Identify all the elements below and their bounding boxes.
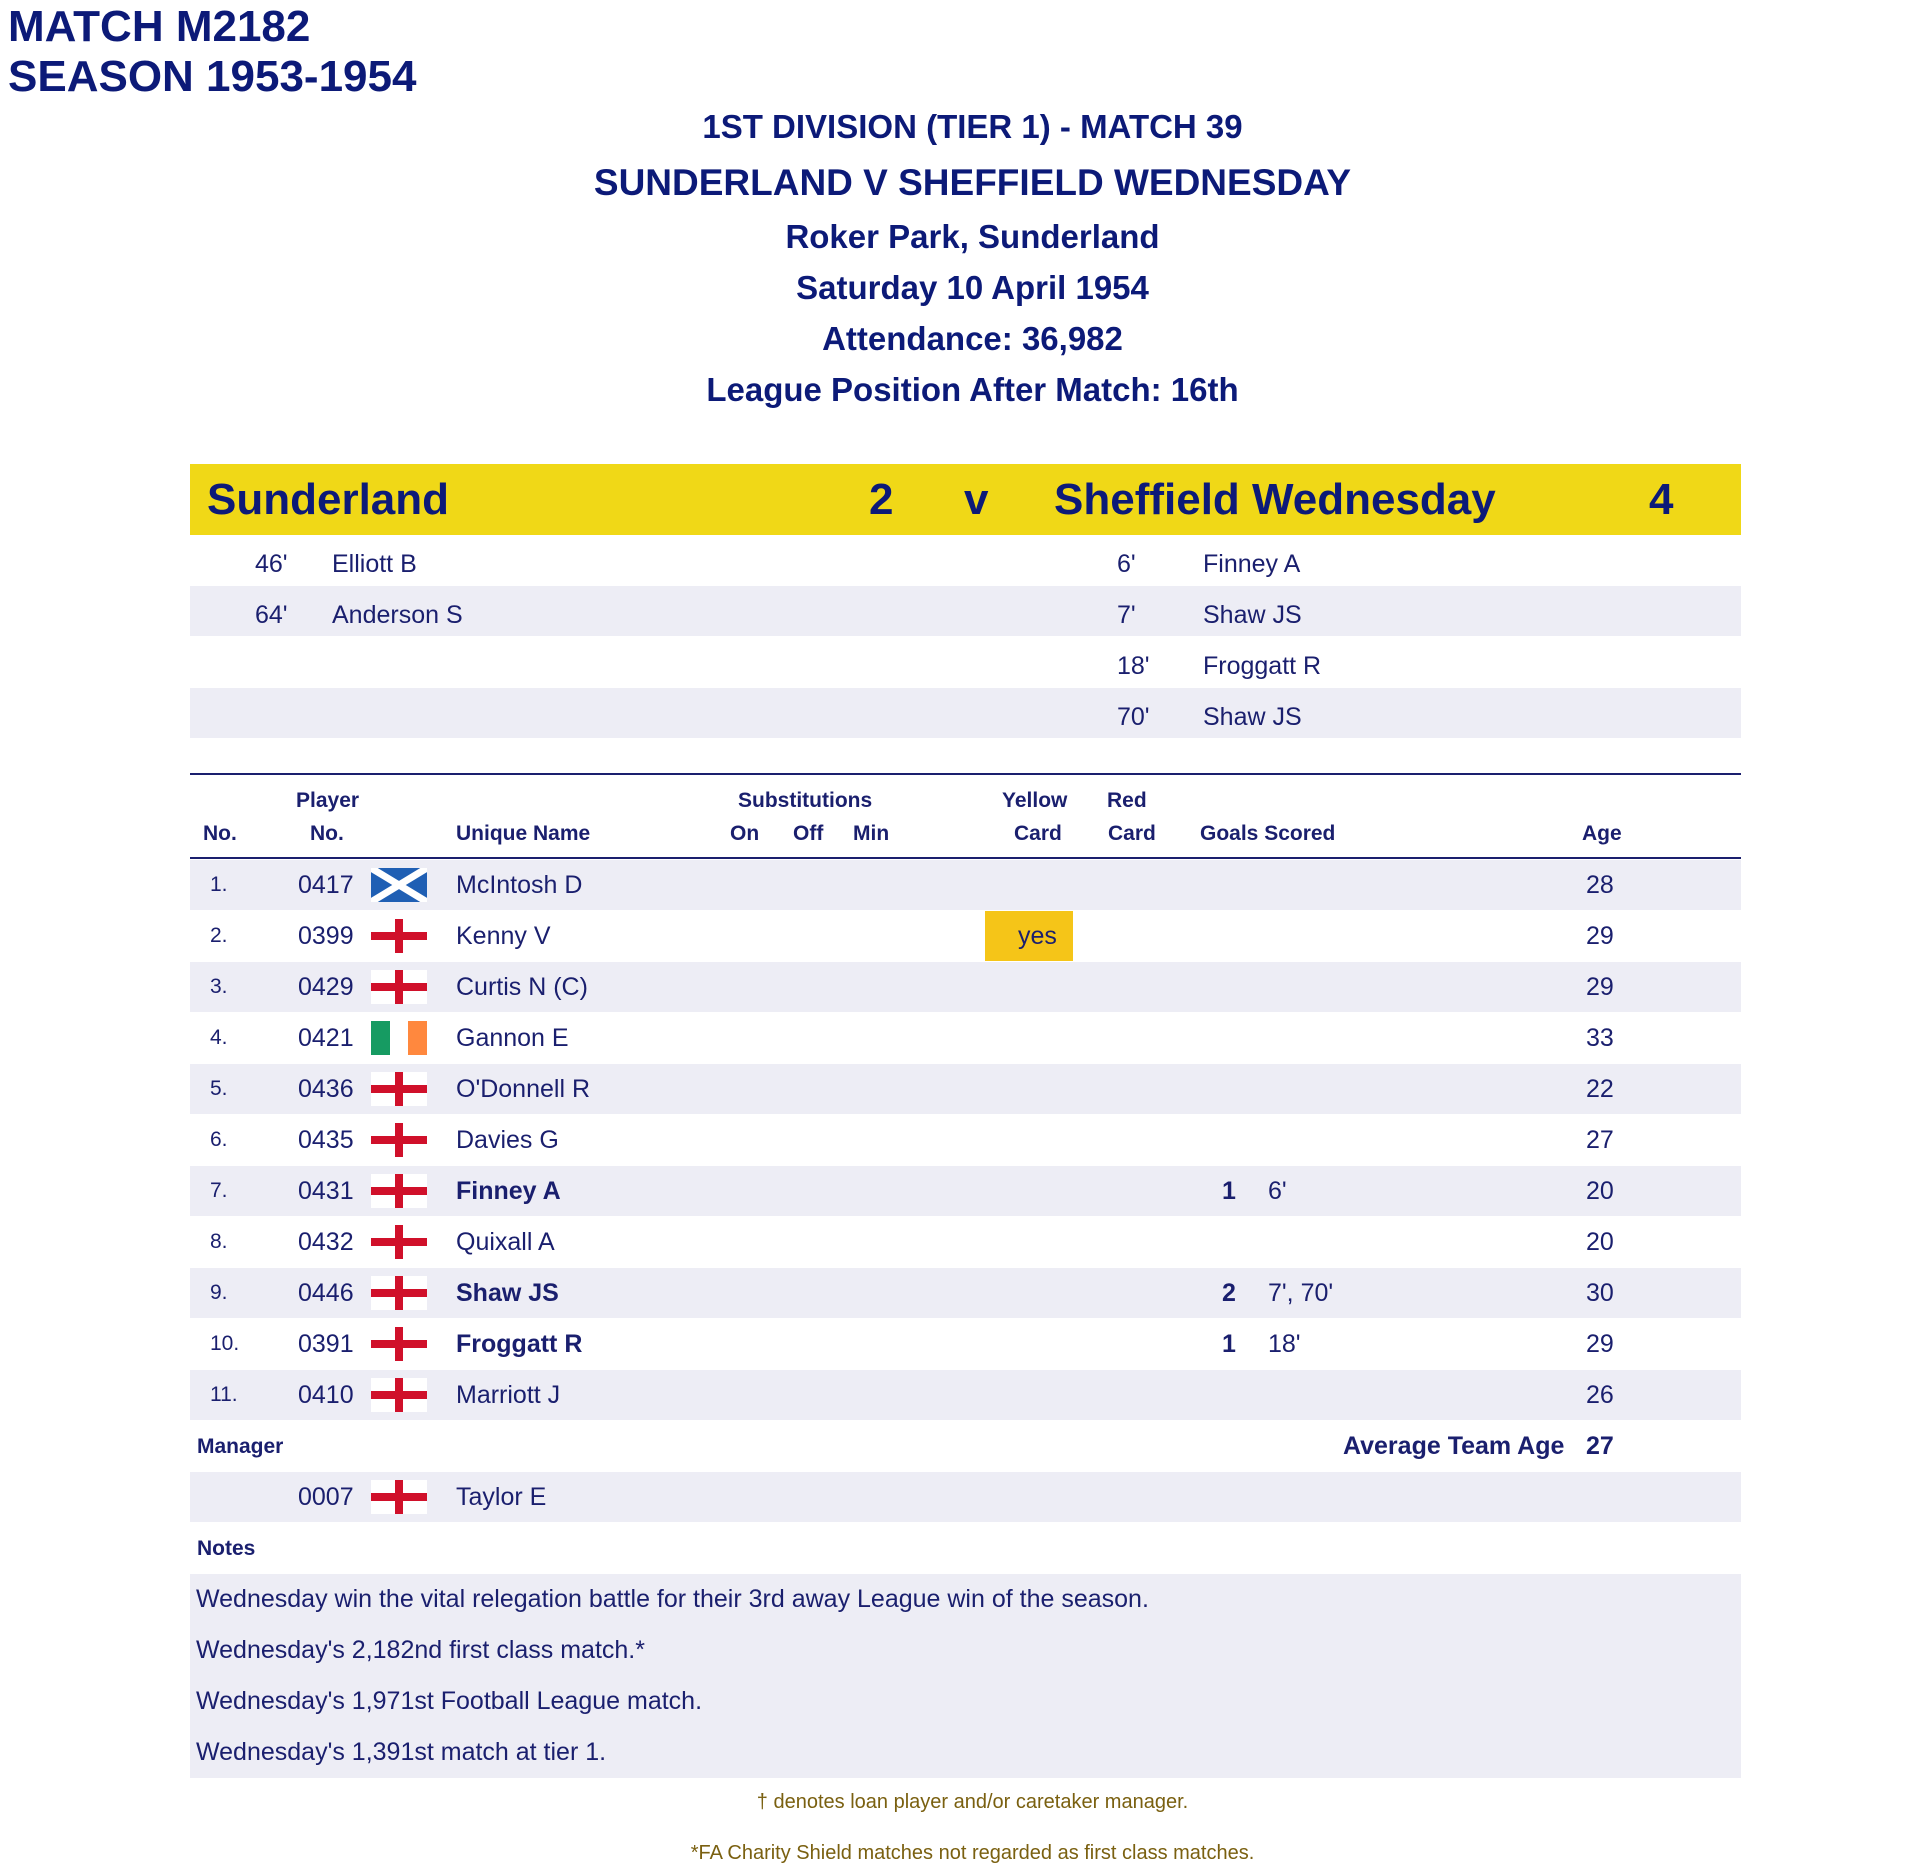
england-flag-icon [371, 1174, 427, 1208]
goals-count: 1 [1222, 1177, 1236, 1205]
player-age: 27 [1586, 1126, 1614, 1154]
player-age: 20 [1586, 1177, 1614, 1205]
versus: v [964, 475, 989, 524]
league-position: League Position After Match: 16th [706, 371, 1239, 408]
note-line: Wednesday's 1,971st Football League match. [196, 1687, 703, 1715]
header-on: On [730, 822, 760, 845]
player-age: 29 [1586, 1330, 1614, 1358]
player-name: Finney A [456, 1177, 561, 1205]
player-number: 0410 [298, 1381, 354, 1409]
england-flag-icon [371, 970, 427, 1004]
england-flag-icon [371, 1327, 427, 1361]
average-age-value: 27 [1586, 1432, 1614, 1460]
table-header-rule [190, 857, 1741, 859]
venue: Roker Park, Sunderland [785, 218, 1160, 255]
player-age: 30 [1586, 1279, 1614, 1307]
away-team: Sheffield Wednesday [1054, 475, 1496, 524]
row-number: 7. [210, 1179, 228, 1202]
away-goal-minute: 70' [1117, 703, 1150, 731]
row-number: 5. [210, 1077, 228, 1100]
away-goal-scorer: Froggatt R [1203, 652, 1322, 680]
row-number: 6. [210, 1128, 228, 1151]
player-age: 28 [1586, 871, 1614, 899]
player-age: 29 [1586, 973, 1614, 1001]
player-name: McIntosh D [456, 871, 583, 899]
away-goal-scorer: Shaw JS [1203, 703, 1302, 731]
player-number: 0446 [298, 1279, 354, 1307]
home-goal-minute: 46' [255, 550, 288, 578]
player-number: 0432 [298, 1228, 354, 1256]
note-line: Wednesday's 2,182nd first class match.* [196, 1636, 645, 1664]
player-age: 20 [1586, 1228, 1614, 1256]
row-number: 11. [210, 1383, 238, 1406]
header-player-line2: No. [310, 822, 344, 845]
scotland-flag-icon [371, 868, 427, 902]
player-name: Curtis N (C) [456, 973, 588, 1001]
away-goal-minute: 6' [1117, 550, 1136, 578]
player-age: 26 [1586, 1381, 1614, 1409]
player-age: 29 [1586, 922, 1614, 950]
row-number: 4. [210, 1026, 228, 1049]
player-age: 22 [1586, 1075, 1614, 1103]
fixture-title: SUNDERLAND V SHEFFIELD WEDNESDAY [593, 162, 1352, 203]
player-number: 0436 [298, 1075, 354, 1103]
competition-title: 1ST DIVISION (TIER 1) - MATCH 39 [702, 108, 1243, 145]
header-red-line1: Red [1107, 789, 1147, 812]
header-goals-scored: Goals Scored [1200, 822, 1336, 845]
player-name: Marriott J [456, 1381, 561, 1409]
ireland-flag-icon [371, 1021, 427, 1055]
yellow-card-value: yes [1018, 922, 1057, 950]
header-off: Off [793, 822, 824, 845]
player-name: Froggatt R [456, 1330, 583, 1358]
player-number: 0399 [298, 922, 354, 950]
away-score: 4 [1649, 475, 1674, 524]
england-flag-icon [371, 1123, 427, 1157]
manager-label: Manager [197, 1435, 284, 1458]
away-goal-scorer: Finney A [1203, 550, 1301, 578]
manager-number: 0007 [298, 1483, 354, 1511]
header-age: Age [1582, 822, 1622, 845]
england-flag-icon [371, 1276, 427, 1310]
goals-count: 1 [1222, 1330, 1236, 1358]
england-flag-icon [371, 1480, 427, 1514]
goal-minutes: 6' [1268, 1177, 1287, 1205]
header-yellow-line1: Yellow [1002, 789, 1068, 812]
player-age: 33 [1586, 1024, 1614, 1052]
header-player-line1: Player [296, 789, 360, 812]
row-number: 9. [210, 1281, 228, 1304]
england-flag-icon [371, 919, 427, 953]
season-label: SEASON 1953-1954 [8, 52, 417, 101]
goals-count: 2 [1222, 1279, 1236, 1307]
home-score: 2 [869, 475, 894, 524]
player-name: Shaw JS [456, 1279, 559, 1307]
table-top-rule [190, 773, 1741, 775]
england-flag-icon [371, 1225, 427, 1259]
row-number: 1. [210, 873, 228, 896]
player-number: 0417 [298, 871, 354, 899]
home-goal-minute: 64' [255, 601, 288, 629]
header-no: No. [203, 822, 237, 845]
player-number: 0421 [298, 1024, 354, 1052]
manager-name: Taylor E [456, 1483, 547, 1511]
charity-footnote: *FA Charity Shield matches not regarded as first class matches. [690, 1842, 1255, 1864]
row-number: 3. [210, 975, 228, 998]
england-flag-icon [371, 1378, 427, 1412]
goal-minutes: 7', 70' [1268, 1279, 1334, 1307]
header-red-line2: Card [1108, 822, 1156, 845]
notes-label: Notes [197, 1537, 256, 1560]
goal-minutes: 18' [1268, 1330, 1301, 1358]
header-unique-name: Unique Name [456, 822, 591, 845]
player-name: Gannon E [456, 1024, 569, 1052]
note-line: Wednesday's 1,391st match at tier 1. [196, 1738, 607, 1766]
attendance: Attendance: 36,982 [822, 320, 1123, 357]
player-number: 0431 [298, 1177, 354, 1205]
average-age-label: Average Team Age [1343, 1432, 1565, 1460]
note-line: Wednesday win the vital relegation battle for their 3rd away League win of the season. [196, 1585, 1149, 1613]
away-goal-minute: 18' [1117, 652, 1150, 680]
header-yellow-line2: Card [1014, 822, 1062, 845]
row-number: 2. [210, 924, 228, 947]
player-name: Kenny V [456, 922, 551, 950]
player-name: Davies G [456, 1126, 559, 1154]
row-number: 10. [210, 1332, 240, 1355]
player-number: 0429 [298, 973, 354, 1001]
home-goal-scorer: Anderson S [332, 601, 463, 629]
england-flag-icon [371, 1072, 427, 1106]
player-name: Quixall A [456, 1228, 555, 1256]
home-team: Sunderland [207, 475, 450, 524]
header-substitutions: Substitutions [738, 789, 873, 812]
match-date: Saturday 10 April 1954 [796, 269, 1149, 306]
home-goal-scorer: Elliott B [332, 550, 417, 578]
player-number: 0435 [298, 1126, 354, 1154]
match-code: MATCH M2182 [8, 2, 311, 51]
scorer-band [190, 688, 1741, 738]
header-min: Min [853, 822, 890, 845]
row-number: 8. [210, 1230, 228, 1253]
loan-footnote: † denotes loan player and/or caretaker manager. [756, 1791, 1189, 1813]
player-name: O'Donnell R [456, 1075, 590, 1103]
player-number: 0391 [298, 1330, 354, 1358]
away-goal-scorer: Shaw JS [1203, 601, 1302, 629]
away-goal-minute: 7' [1117, 601, 1136, 629]
